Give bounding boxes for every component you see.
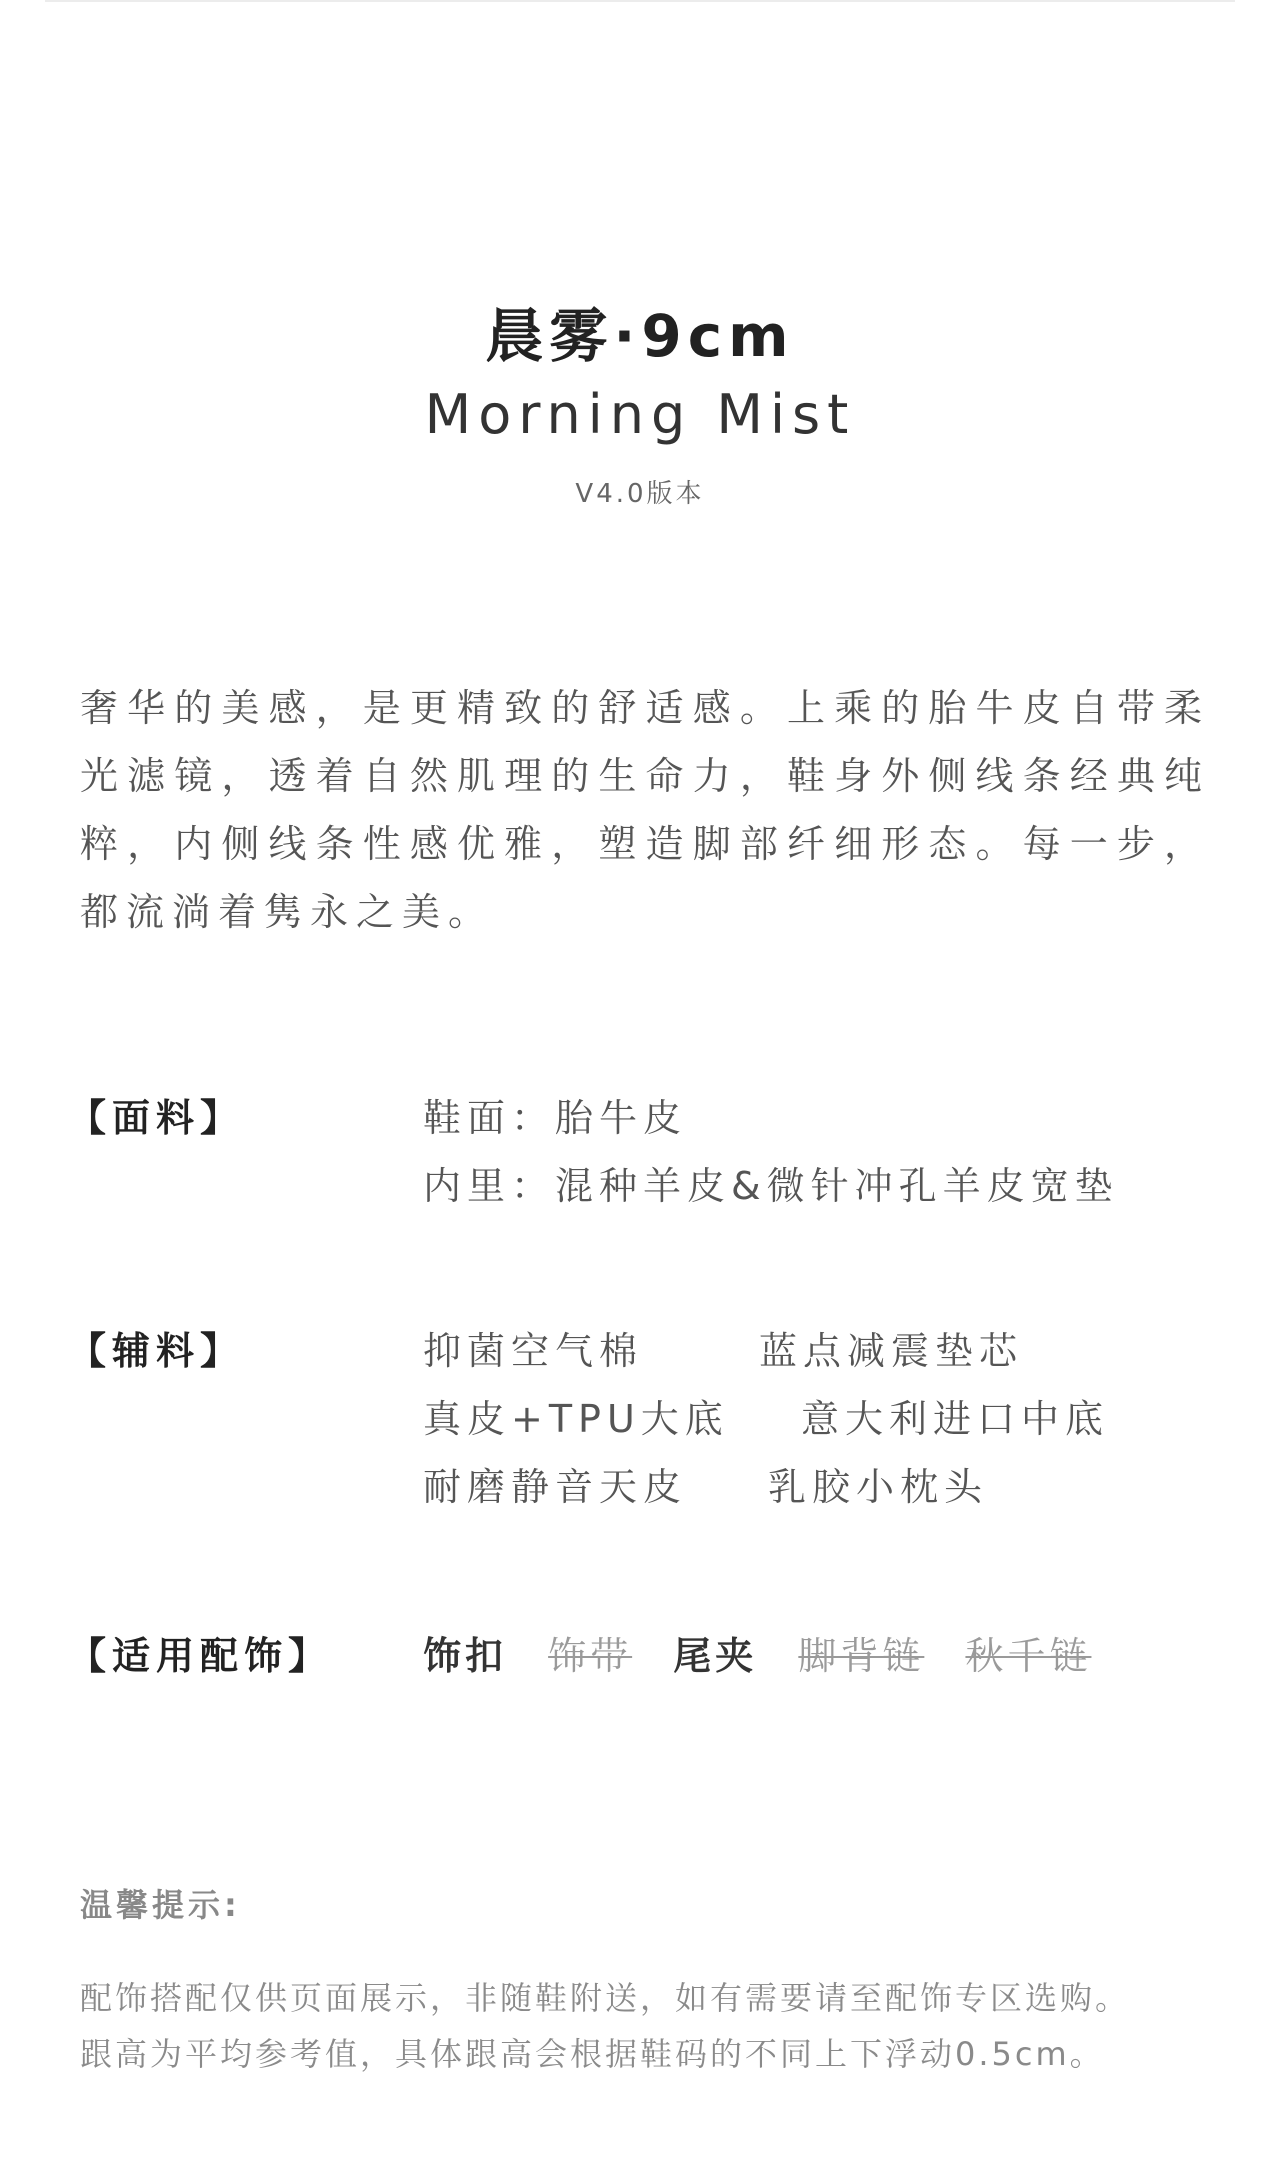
tips-title: 温馨提示:: [80, 1886, 241, 1924]
version-label: V4.0版本: [575, 479, 705, 509]
top-divider: [45, 0, 1235, 2]
material-lining: 内里：混种羊皮&微针冲孔羊皮宽垫: [423, 1164, 1119, 1208]
auxiliary-lines: [423, 1317, 1109, 1521]
auxiliary-row: [423, 1453, 1109, 1521]
auxiliary-item: 抑菌空气棉: [423, 1329, 644, 1373]
auxiliary-label: 【辅料】: [68, 1329, 245, 1373]
accessories-label: 【适用配饰】: [68, 1634, 333, 1678]
material-label: 【面料】: [68, 1096, 245, 1140]
product-header: [0, 296, 1280, 512]
product-description: 奢华的美感，是更精致的舒适感。上乘的胎牛皮自带柔光滤镜，透着自然肌理的生命力，鞋身外侧线条经典纯粹，内侧线条性感优雅，塑造脚部纤细形态。每一步，都流淌着隽永之美。: [80, 686, 1210, 934]
material-lines: [423, 1084, 1119, 1220]
accessory-ribbon: 饰带: [548, 1634, 633, 1678]
auxiliary-row: [423, 1317, 1109, 1385]
product-title-en: Morning Mist: [424, 383, 856, 446]
auxiliary-item: 真皮+TPU大底: [423, 1397, 729, 1441]
accessory-buckle: 饰扣: [423, 1634, 508, 1678]
auxiliary-item: 乳胶小枕头: [768, 1465, 989, 1509]
auxiliary-item: 蓝点减震垫芯: [759, 1329, 1024, 1373]
product-title-cn: 晨雾·9cm: [485, 302, 795, 370]
auxiliary-item: 意大利进口中底: [801, 1397, 1110, 1441]
auxiliary-row: [423, 1385, 1109, 1453]
tips-section: [80, 1880, 1220, 2082]
accessories-list: [423, 1622, 1127, 1690]
auxiliary-item: 耐磨静音天皮: [423, 1465, 688, 1509]
material-upper: 鞋面：胎牛皮: [423, 1096, 688, 1140]
accessory-instep-chain: 脚背链: [798, 1634, 925, 1678]
accessory-heel-clip: 尾夹: [673, 1634, 758, 1678]
tips-line-accessories: 配饰搭配仅供页面展示，非随鞋附送，如有需要请至配饰专区选购。: [80, 1979, 1131, 2017]
accessory-swing-chain: 秋千链: [965, 1634, 1092, 1678]
tips-line-heel-height: 跟高为平均参考值，具体跟高会根据鞋码的不同上下浮动0.5cm。: [80, 2035, 1105, 2073]
